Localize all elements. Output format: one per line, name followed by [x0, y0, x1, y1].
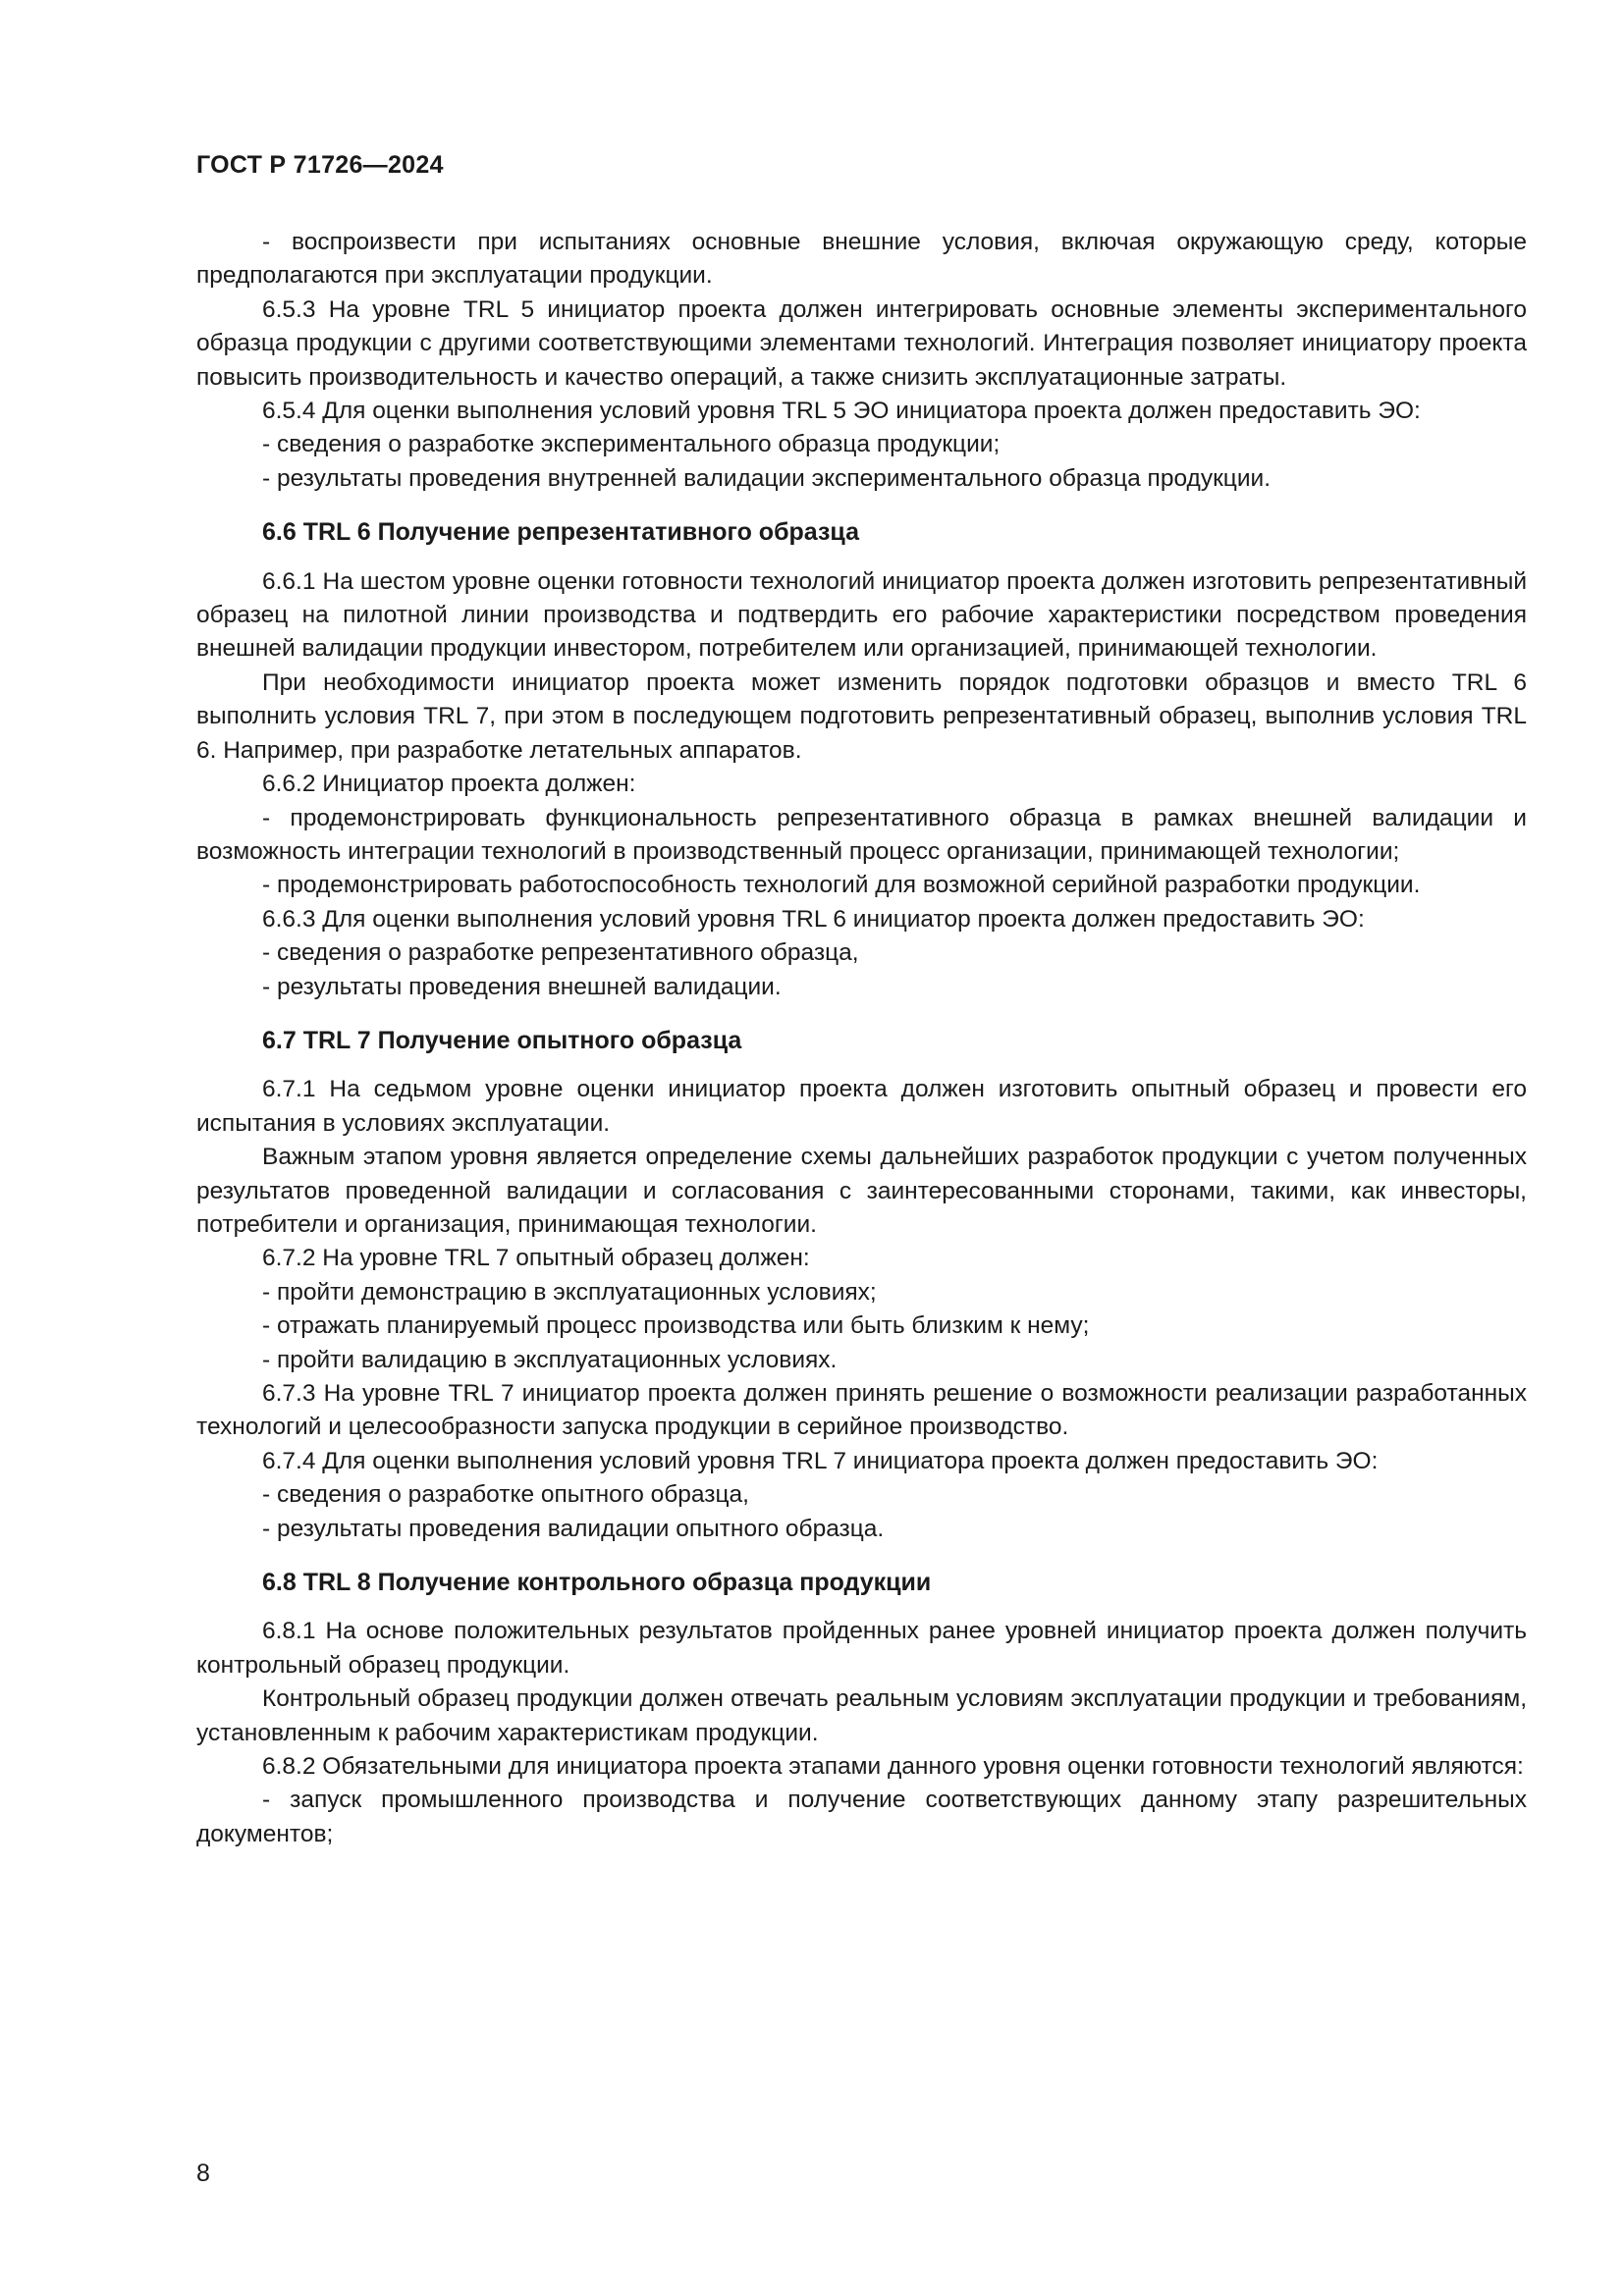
- list-item: - пройти демонстрацию в эксплуатационных условиях;: [262, 1278, 877, 1306]
- list-item: - отражать планируемый процесс производства или быть близким к нему;: [262, 1312, 1090, 1340]
- document-header: ГОСТ Р 71726—2024: [196, 151, 444, 179]
- paragraph: 6.8.2 Обязательными для инициатора проекта этапами данного уровня оценки готовности технологий являются:: [262, 1753, 1524, 1781]
- list-item: - результаты проведения внешней валидации.: [262, 973, 782, 1000]
- paragraph: - запуск промышленного производства и получение соответствующих данному этапу разрешительных документов;: [196, 1787, 1527, 1847]
- paragraph: При необходимости инициатор проекта может изменить порядок подготовки образцов и вместо TRL 6 выполнить условия TRL 7, при этом в последующем подготовить репрезентативный образец, выполнив условия TRL 6. Например, при разработке летательных аппаратов.: [196, 668, 1527, 764]
- paragraph: 6.6.1 На шестом уровне оценки готовности технологий инициатор проекта должен изготовить репрезентативный образец на пилотной линии производства и подтвердить его рабочие характеристики посредством проведения внешней валидации продукции инвестором, потребителем или организацией, принимающей технологии.: [196, 567, 1527, 663]
- paragraph: - воспроизвести при испытаниях основные внешние условия, включая окружающую среду, которые предполагаются при эксплуатации продукции.: [196, 229, 1527, 290]
- paragraph: 6.5.4 Для оценки выполнения условий уровня TRL 5 ЭО инициатора проекта должен предоставить ЭО:: [262, 398, 1421, 425]
- paragraph: 6.7.2 На уровне TRL 7 опытный образец должен:: [262, 1245, 810, 1272]
- section-heading: 6.8 TRL 8 Получение контрольного образца продукции: [262, 1569, 932, 1597]
- paragraph: - продемонстрировать работоспособность технологий для возможной серийной разработки продукции.: [262, 872, 1421, 899]
- list-item: - сведения о разработке опытного образца,: [262, 1481, 749, 1509]
- paragraph: 6.6.3 Для оценки выполнения условий уровня TRL 6 инициатор проекта должен предоставить ЭО:: [262, 905, 1365, 933]
- paragraph: Важным этапом уровня является определение схемы дальнейших разработок продукции с учетом полученных результатов проведенной валидации и согласования с заинтересованными сторонами, такими, как инвесторы, потребители и организация, принимающая технологии.: [196, 1144, 1527, 1238]
- paragraph: - продемонстрировать функциональность репрезентативного образца в рамках внешней валидации и возможность интеграции технологий в производственный процесс организации, принимающей технологии;: [196, 804, 1527, 865]
- list-item: - пройти валидацию в эксплуатационных условиях.: [262, 1346, 838, 1373]
- paragraph: 6.5.3 На уровне TRL 5 инициатор проекта должен интегрировать основные элементы экспериментального образца продукции с другими соответствующими элементами технологий. Интеграция позволяет инициатору проекта повысить производительность и качество операций, а также снизить эксплуатационные затраты.: [196, 295, 1527, 391]
- section-heading: 6.6 TRL 6 Получение репрезентативного образца: [262, 518, 859, 547]
- page-number: 8: [196, 2160, 210, 2187]
- paragraph: 6.7.1 На седьмом уровне оценки инициатор проекта должен изготовить опытный образец и провести его испытания в условиях эксплуатации.: [196, 1076, 1527, 1137]
- document-body: [196, 226, 1527, 1851]
- paragraph: 6.7.4 Для оценки выполнения условий уровня TRL 7 инициатора проекта должен предоставить ЭО:: [262, 1447, 1379, 1474]
- list-item: - результаты проведения внутренней валидации экспериментального образца продукции.: [262, 464, 1272, 492]
- list-item: - сведения о разработке экспериментального образца продукции;: [262, 431, 1001, 458]
- paragraph: 6.7.3 На уровне TRL 7 инициатор проекта должен принять решение о возможности реализации разработанных технологий и целесообразности запуска продукции в серийное производство.: [196, 1380, 1527, 1441]
- paragraph: 6.8.1 На основе положительных результатов пройденных ранее уровней инициатор проекта должен получить контрольный образец продукции.: [196, 1618, 1527, 1679]
- paragraph: 6.6.2 Инициатор проекта должен:: [262, 771, 636, 798]
- paragraph: Контрольный образец продукции должен отвечать реальным условиям эксплуатации продукции и требованиям, установленным к рабочим характеристикам продукции.: [196, 1685, 1527, 1746]
- list-item: - результаты проведения валидации опытного образца.: [262, 1515, 885, 1542]
- list-item: - сведения о разработке репрезентативного образца,: [262, 939, 859, 967]
- section-heading: 6.7 TRL 7 Получение опытного образца: [262, 1026, 742, 1054]
